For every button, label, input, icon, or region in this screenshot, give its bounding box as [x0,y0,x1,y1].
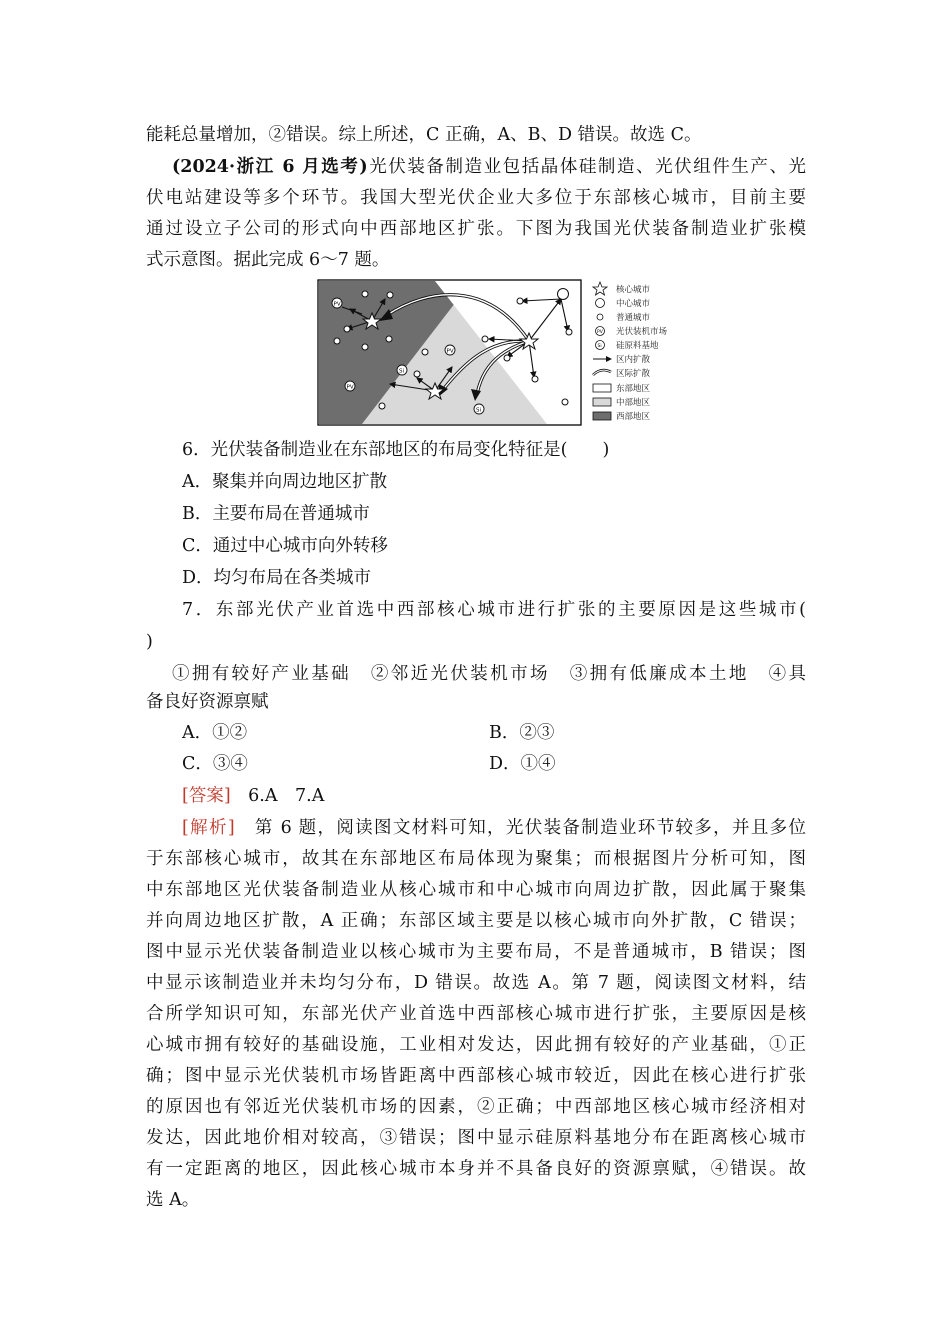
legend-label: 东部地区 [616,384,651,394]
analysis-line: 并向周边地区扩散，A 正确；东部区域主要是以核心城市向外扩散，C 错误； [146,911,806,931]
star-icon [593,282,607,295]
pv-label: PV [446,348,454,355]
legend-label: 区际扩散 [616,369,651,379]
option-a: A．聚集并向周边地区扩散 [182,472,388,492]
si-label: Si [399,368,405,375]
analysis-line: 有一定距离的地区，因此核心城市本身并不具备良好的资源禀赋，④错误。故 [146,1159,806,1179]
text-line: 能耗总量增加，②错误。综上所述，C 正确，A、B、D 错误。故选 C。 [146,125,702,145]
question-7-items: ①拥有较好产业基础 ②邻近光伏装机市场 ③拥有低廉成本土地 ④具 [172,664,806,684]
analysis-line: 心城市拥有较好的基础设施，工业相对发达，因此拥有较好的产业基础，①正 [146,1035,806,1055]
option-d: D．①④ [489,754,556,774]
legend-label: 西部地区 [616,412,651,422]
option-b: B．主要布局在普通城市 [182,504,370,524]
analysis-line: 中东部地区光伏装备制造业从核心城市和中心城市向周边扩散，因此属于聚集 [146,880,806,900]
option-c: C．通过中心城市向外转移 [182,536,388,556]
analysis-line: 确；图中显示光伏装机市场皆距离中西部核心城市较近，因此在核心进行扩张 [146,1066,806,1086]
legend-label: 中部地区 [616,398,651,408]
option-c: C．③④ [182,754,248,774]
text-line: 伏电站建设等多个环节。我国大型光伏企业大多位于东部核心城市，目前主要 [146,188,806,208]
central-city-marker [558,289,569,300]
analysis-line: 选 A。 [146,1190,200,1210]
legend-label: 核心城市 [616,285,651,295]
option-b: B．②③ [489,723,555,743]
legend-label: 硅原料基地 [616,341,659,351]
analysis-line: 于东部核心城市，故其在东部地区布局体现为聚集；而根据图片分析可知，图 [146,849,806,869]
text-line: 式示意图。据此完成 6～7 题。 [146,250,390,270]
pv-label: PV [346,384,354,391]
si-label: Si [476,407,482,414]
option-d: D．均匀布局在各类城市 [182,568,372,588]
si-label: Si [597,344,602,349]
answer-line [182,784,324,808]
intro-text: 光伏装备制造业包括晶体硅制造、光伏组件生产、光 [367,157,806,177]
analysis-text: 第 6 题，阅读图文材料可知，光伏装备制造业环节较多，并且多位 [254,818,807,838]
legend-label: 中心城市 [616,299,651,309]
option-a: A．①② [182,723,248,743]
circle-icon [596,299,605,308]
question-intro-line [172,155,806,179]
expansion-mode-diagram [317,279,667,427]
east-swatch [593,384,611,392]
analysis-tag: [解析] [182,818,235,838]
question-7-stem-end: ) [146,632,153,652]
west-swatch [593,412,611,420]
pv-label: PV [333,301,341,308]
analysis-line: 图中显示光伏装备制造业以核心城市为主要布局，不是普通城市，B 错误；图 [146,942,806,962]
answer-tag: [答案] [182,786,231,806]
legend-label: 区内扩散 [616,355,651,365]
legend [593,282,667,422]
pv-label: PV [597,330,603,335]
analysis-line: 的原因也有邻近光伏装机市场的因素，②正确；中西部地区核心城市经济相对 [146,1097,806,1117]
analysis-line [182,816,806,840]
legend-label: 光伏装机市场 [616,327,667,337]
central-swatch [593,398,611,406]
dot-icon [597,314,603,320]
analysis-line: 中显示该制造业并未均匀分布，D 错误。故选 A。第 7 题，阅读图文材料，结 [146,973,806,993]
answer-text: 6.A 7.A [248,786,325,806]
analysis-line: 合所学知识可知，东部光伏产业首选中西部核心城市进行扩张，主要原因是核 [146,1004,806,1024]
text-line: 通过设立子公司的形式向中西部地区扩张。下图为我国光伏装备制造业扩张模 [146,219,806,239]
question-7-stem: 7．东部光伏产业首选中西部核心城市进行扩张的主要原因是这些城市( [182,600,806,620]
question-6-stem: 6．光伏装备制造业在东部地区的布局变化特征是( ) [182,440,610,460]
legend-label: 普通城市 [616,313,651,323]
source-tag: (2024·浙江 6 月选考) [172,157,368,177]
question-7-items-end: 备良好资源禀赋 [146,692,269,712]
analysis-line: 发达，因此地价相对较高，③错误；图中显示硅原料基地分布在距离核心城市 [146,1128,806,1148]
